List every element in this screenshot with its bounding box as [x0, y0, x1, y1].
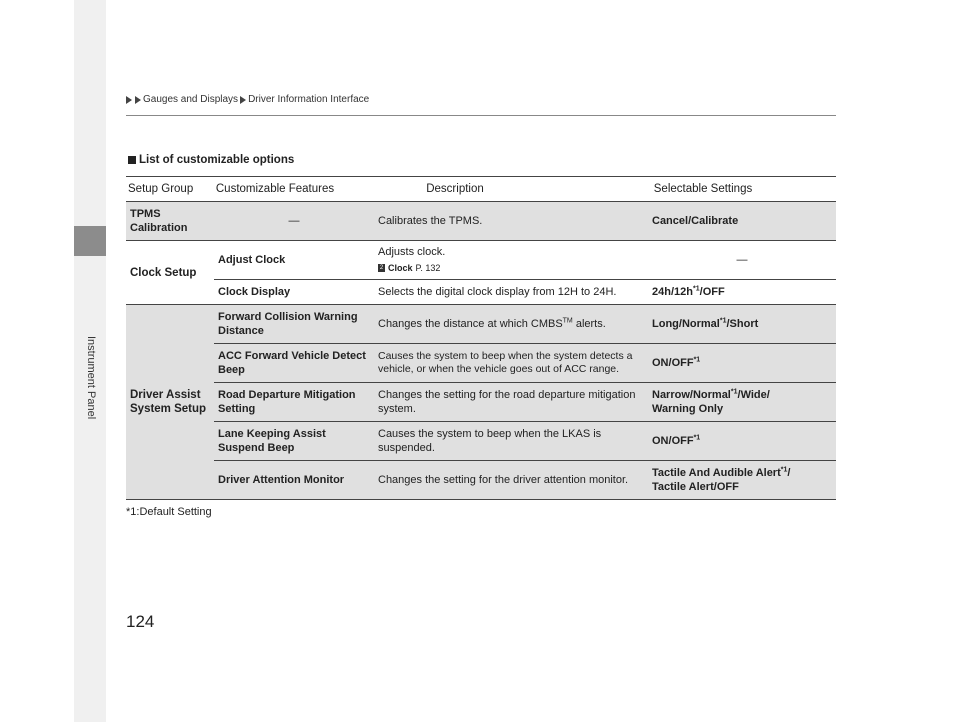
description-adjust-clock-text: Adjusts clock.: [378, 246, 446, 258]
breadcrumb-item-driver-info[interactable]: Driver Information Interface: [248, 94, 370, 105]
description-dam: Changes the setting for the driver attention monitor.: [378, 474, 629, 486]
sidebar-tab-active-marker: [74, 226, 106, 256]
feature-tpms: —: [288, 215, 300, 227]
breadcrumb-item-gauges[interactable]: Gauges and Displays: [143, 94, 239, 105]
table-row-fcw: [214, 305, 836, 343]
table-row-adjust-clock: [214, 241, 836, 280]
group-driver-assist: Driver Assist System Setup: [130, 389, 207, 415]
section-title: [128, 154, 294, 166]
table-row-dam: [214, 460, 836, 499]
settings-acc: ON/OFF$^{*1}$: [652, 356, 701, 369]
header-description: Description: [426, 183, 484, 195]
table-row-acc: [214, 343, 836, 382]
reference-arrow-icon: 2: [379, 265, 384, 271]
page-number: 124: [126, 612, 155, 631]
xref-clock[interactable]: [378, 261, 648, 275]
feature-adjust-clock: Adjust Clock: [218, 254, 286, 266]
breadcrumb: [126, 94, 369, 105]
group-tpms: TPMS Calibration: [130, 208, 188, 234]
group-clock: Clock Setup: [130, 266, 197, 279]
table-row-clock-display: [214, 280, 836, 304]
breadcrumb-arrow-icon: [240, 96, 246, 104]
clock-setup-group: [126, 241, 836, 305]
sidebar-chapter-label: Instrument Panel: [85, 336, 97, 420]
table-row-rdm: [214, 382, 836, 421]
square-bullet-icon: [128, 156, 136, 164]
table-row-lkas: [214, 421, 836, 460]
header-divider: [126, 115, 836, 116]
feature-rdm: Road Departure Mitigation Setting: [218, 389, 356, 415]
table-row-tpms: [126, 202, 836, 241]
description-lkas: Causes the system to beep when the LKAS is suspended.: [378, 428, 602, 454]
driver-assist-group: [126, 305, 836, 500]
xref-page: P. 132: [415, 263, 441, 273]
xref-label: Clock: [388, 263, 413, 273]
description-fcw: Changes the distance at which CMBS™ alerts.: [378, 317, 606, 330]
feature-lkas: Lane Keeping Assist Suspend Beep: [218, 428, 326, 454]
feature-clock-display: Clock Display: [218, 286, 291, 298]
section-title-text: List of customizable options: [139, 154, 295, 166]
settings-dam: Tactile And Audible Alert$^{*1}$/ Tactile Alert/OFF: [652, 466, 791, 493]
table-header: [126, 176, 836, 202]
settings-lkas: ON/OFF$^{*1}$: [652, 434, 701, 447]
feature-fcw: Forward Collision Warning Distance: [218, 311, 358, 337]
header-features: Customizable Features: [215, 183, 335, 195]
description-acc: Causes the system to beep when the system detects a vehicle, or when the vehicle goes out of ACC range.: [378, 350, 633, 375]
settings-tpms: Cancel/Calibrate: [652, 215, 739, 227]
description-tpms: Calibrates the TPMS.: [378, 215, 483, 227]
feature-dam: Driver Attention Monitor: [218, 474, 345, 486]
settings-adjust-clock: —: [736, 254, 748, 266]
header-settings: Selectable Settings: [653, 183, 753, 195]
footnote-default-setting: *1:Default Setting: [126, 506, 212, 518]
settings-fcw: Long/Normal$^{*1}$/Short: [652, 317, 759, 330]
description-clock-display: Selects the digital clock display from 12H to 24H.: [378, 286, 617, 298]
description-adjust-clock: [374, 245, 648, 275]
settings-rdm: Narrow/Normal$^{*1}$/Wide/ Warning Only: [652, 388, 770, 415]
settings-clock-display: $24h/12h^{*1}$/OFF: [652, 285, 725, 298]
breadcrumb-arrow-icon: [135, 96, 141, 104]
breadcrumb-arrow-icon: [126, 96, 132, 104]
description-rdm: Changes the setting for the road departure mitigation system.: [378, 389, 636, 415]
customizable-options-table: [126, 176, 836, 500]
feature-acc: ACC Forward Vehicle Detect Beep: [218, 350, 366, 376]
header-setup-group: Setup Group: [128, 183, 194, 195]
